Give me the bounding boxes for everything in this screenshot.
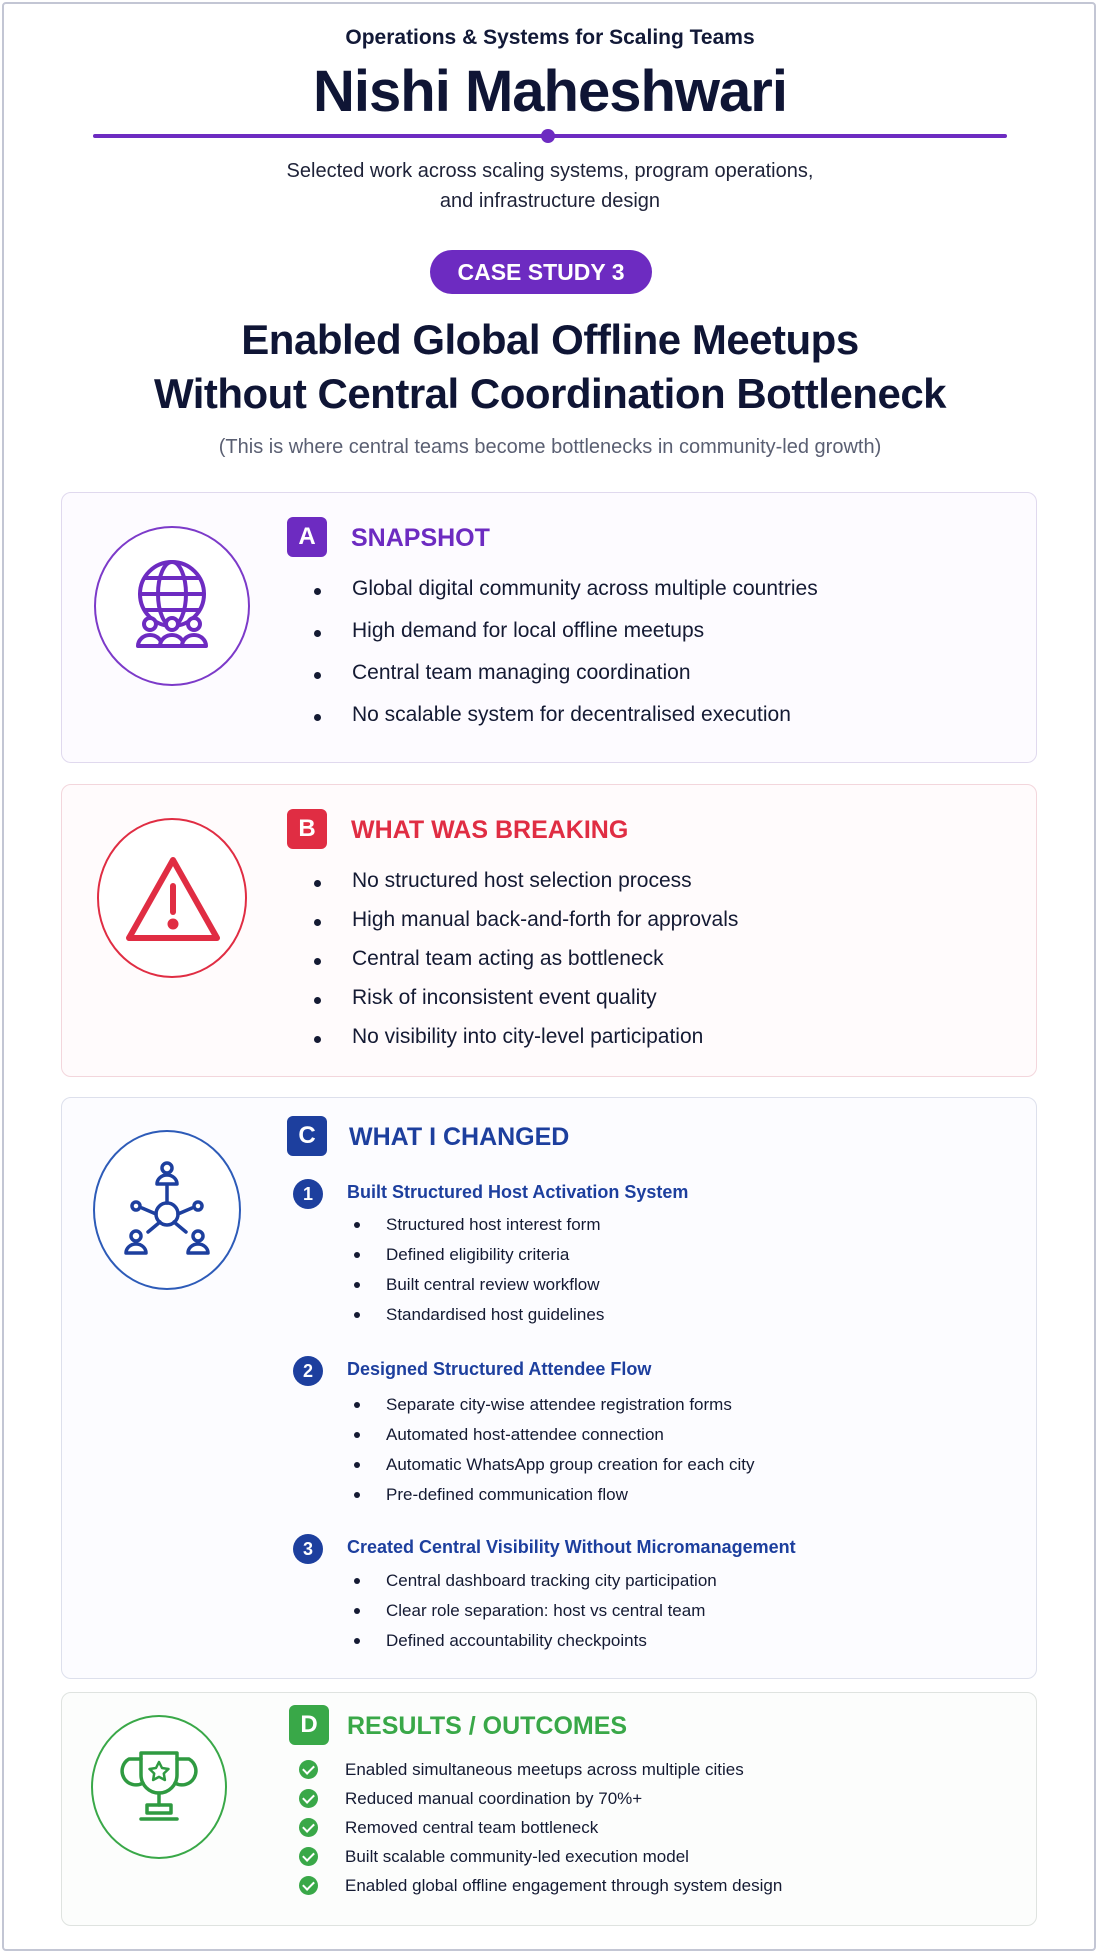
divider-dot [541, 129, 555, 143]
list-item: Risk of inconsistent event quality [312, 986, 738, 1025]
step-title: Designed Structured Attendee Flow [347, 1359, 652, 1379]
warning-icon [97, 818, 247, 978]
list-item: Structured host interest form [352, 1210, 604, 1240]
list-item: Separate city-wise attendee registration forms [352, 1390, 755, 1420]
list-item [299, 1871, 782, 1900]
section-letter-badge: B [287, 809, 327, 849]
list-item [299, 1755, 782, 1784]
network-icon [93, 1130, 241, 1290]
list-item [299, 1813, 782, 1842]
list-item: Defined accountability checkpoints [352, 1626, 717, 1656]
tagline: Operations & Systems for Scaling Teams [345, 26, 755, 49]
case-study-badge: CASE STUDY 3 [430, 250, 652, 294]
list-item: Clear role separation: host vs central team [352, 1596, 717, 1626]
case-title-line-2: Without Central Coordination Bottleneck [153, 370, 947, 417]
list-item: High demand for local offline meetups [312, 619, 818, 661]
list-item: No structured host selection process [312, 869, 738, 908]
check-circle-icon [299, 1847, 318, 1866]
step-title: Created Central Visibility Without Micromanagement [347, 1537, 796, 1557]
list-item: No scalable system for decentralised execution [312, 703, 818, 745]
list-item: Pre-defined communication flow [352, 1480, 755, 1510]
step-3-list [352, 1566, 717, 1656]
result-text: Enabled simultaneous meetups across multiple cities [345, 1760, 744, 1779]
list-item: Automatic WhatsApp group creation for each city [352, 1450, 755, 1480]
check-circle-icon [299, 1876, 318, 1895]
author-name: Nishi Maheshwari [313, 59, 787, 124]
check-circle-icon [299, 1789, 318, 1808]
section-what-i-changed [61, 1097, 1037, 1679]
result-text: Reduced manual coordination by 70%+ [345, 1789, 643, 1808]
step-1-list [352, 1210, 604, 1330]
globe-community-icon [94, 526, 250, 686]
case-note: (This is where central teams become bottlenecks in community-led growth) [218, 436, 882, 458]
list-item: Central team managing coordination [312, 661, 818, 703]
step-2-list [352, 1390, 755, 1510]
section-title: SNAPSHOT [351, 524, 490, 552]
list-item: No visibility into city-level participation [312, 1025, 738, 1064]
results-list [299, 1755, 782, 1900]
section-what-was-breaking [61, 784, 1037, 1077]
list-item: Defined eligibility criteria [352, 1240, 604, 1270]
result-text: Removed central team bottleneck [345, 1818, 599, 1837]
list-item: Central team acting as bottleneck [312, 947, 738, 986]
breaking-list [312, 869, 738, 1064]
list-item: Central dashboard tracking city participation [352, 1566, 717, 1596]
list-item: Standardised host guidelines [352, 1300, 604, 1330]
section-snapshot [61, 492, 1037, 763]
list-item [299, 1842, 782, 1871]
section-title: RESULTS / OUTCOMES [347, 1712, 628, 1740]
step-number: 2 [293, 1356, 323, 1386]
list-item: Automated host-attendee connection [352, 1420, 755, 1450]
step-number: 3 [293, 1534, 323, 1564]
result-text: Built scalable community-led execution model [345, 1847, 689, 1866]
list-item: High manual back-and-forth for approvals [312, 908, 738, 947]
list-item: Built central review workflow [352, 1270, 604, 1300]
subtitle-line-1: Selected work across scaling systems, program operations, [286, 160, 814, 182]
list-item: Global digital community across multiple countries [312, 577, 818, 619]
subtitle-line-2: and infrastructure design [439, 190, 661, 212]
trophy-icon [91, 1715, 227, 1859]
case-title-line-1: Enabled Global Offline Meetups [241, 316, 859, 363]
section-title: WHAT WAS BREAKING [351, 816, 629, 844]
section-letter-badge: C [287, 1116, 327, 1156]
result-text: Enabled global offline engagement through system design [345, 1876, 783, 1895]
check-circle-icon [299, 1818, 318, 1837]
snapshot-list [312, 577, 818, 745]
step-number: 1 [293, 1179, 323, 1209]
section-title: WHAT I CHANGED [349, 1123, 570, 1151]
step-title: Built Structured Host Activation System [347, 1182, 689, 1202]
list-item [299, 1784, 782, 1813]
check-circle-icon [299, 1760, 318, 1779]
section-results [61, 1692, 1037, 1926]
section-letter-badge: D [289, 1705, 329, 1745]
section-letter-badge: A [287, 517, 327, 557]
